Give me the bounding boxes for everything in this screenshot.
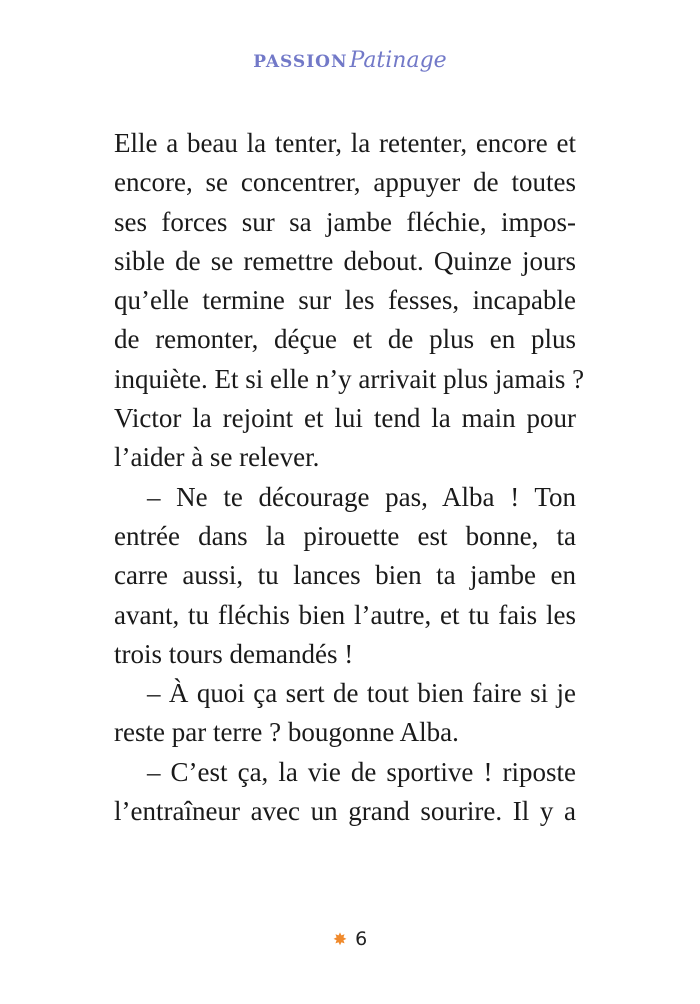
text-line: Victor la rejoint et lui tend la main pour bbox=[114, 403, 576, 434]
text-line: trois tours demandés ! bbox=[114, 638, 354, 669]
text-line: de remonter, déçue et de plus en plus bbox=[114, 324, 576, 355]
running-header bbox=[0, 48, 700, 73]
brand-passion: PASSION bbox=[253, 52, 348, 72]
text-line: l’entraîneur avec un grand sourire. Il y a bbox=[114, 796, 576, 827]
page-number: 6 bbox=[355, 928, 368, 950]
text-line: inquiète. Et si elle n’y arrivait plus jamais ? bbox=[114, 363, 585, 394]
body-text bbox=[114, 124, 585, 831]
text-line: ses forces sur sa jambe fléchie, impos- bbox=[114, 206, 576, 237]
text-line: Elle a beau la tenter, la retenter, encore et bbox=[114, 128, 576, 158]
brand-patinage: Patinage bbox=[349, 48, 447, 73]
text-line: encore, se concentrer, appuyer de toutes bbox=[114, 167, 576, 198]
text-line: l’aider à se relever. bbox=[114, 442, 320, 473]
text-line: qu’elle termine sur les fesses, incapable bbox=[114, 285, 576, 316]
text-line: entrée dans la pirouette est bonne, ta bbox=[114, 520, 576, 551]
star-ornament-icon: ✸ bbox=[332, 930, 348, 950]
text-line: – Ne te décourage pas, Alba ! Ton bbox=[147, 481, 576, 512]
text-line: – À quoi ça sert de tout bien faire si je bbox=[147, 678, 576, 709]
page-footer bbox=[0, 928, 700, 950]
text-line: sible de se remettre debout. Quinze jours bbox=[114, 245, 576, 276]
text-line: – C’est ça, la vie de sportive ! riposte bbox=[147, 756, 576, 787]
text-line: reste par terre ? bougonne Alba. bbox=[114, 717, 459, 748]
text-line: avant, tu fléchis bien l’autre, et tu fais les bbox=[114, 599, 576, 630]
text-line: carre aussi, tu lances bien ta jambe en bbox=[114, 560, 576, 591]
